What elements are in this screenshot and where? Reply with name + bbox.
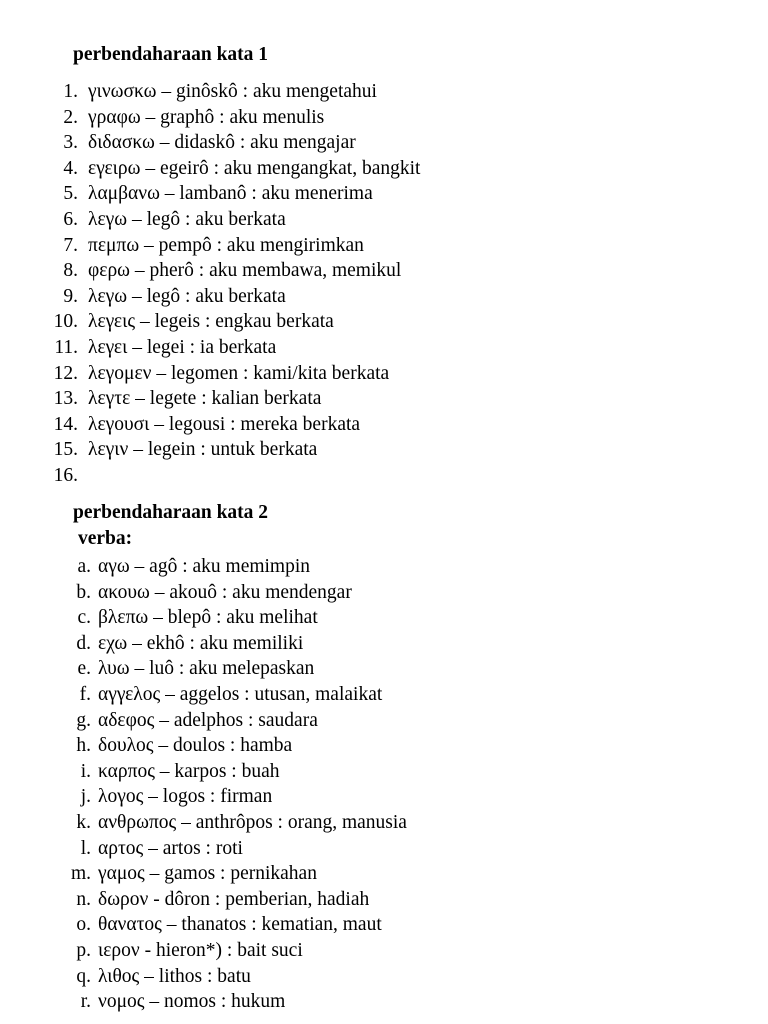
list-item-text: δωρον - dôron : pemberian, hadiah (98, 888, 370, 910)
list-item-marker: j. (80, 786, 91, 808)
list-item-text: ανθρωπος – anthrôpos : orang, manusia (98, 811, 407, 833)
list-item-text: λεγω – legô : aku berkata (88, 285, 286, 307)
list-item (0, 437, 768, 463)
list-item (0, 580, 768, 606)
list-item-text: γραφω – graphô : aku menulis (88, 106, 325, 128)
list-item-marker: a. (77, 556, 91, 577)
list-item-text: λαμβανω – lambanô : aku menerima (88, 183, 373, 205)
list-item (0, 810, 768, 836)
list-item-marker: 1. (63, 81, 78, 102)
vocabulary-section-2 (0, 500, 768, 1015)
list-item-marker: 4. (63, 157, 78, 179)
list-item-marker: n. (76, 888, 91, 910)
list-item (0, 708, 768, 734)
list-item-marker: r. (80, 991, 91, 1013)
list-item (0, 656, 768, 682)
list-item (0, 682, 768, 708)
list-item (0, 386, 768, 412)
list-item-text: αγω – agô : aku memimpin (98, 556, 311, 577)
list-item-text: λεγτε – legete : kalian berkata (88, 388, 322, 410)
section-1-heading: perbendaharaan kata 1 (73, 44, 269, 65)
list-item-text: πεμπω – pempô : aku mengirimkan (88, 234, 364, 256)
list-item-text: αρτος – artos : roti (98, 837, 243, 859)
list-item-text: βλεπω – blepô : aku melihat (98, 607, 318, 629)
list-item-text: ακουω – akouô : aku mendengar (98, 581, 352, 603)
list-item (0, 258, 768, 284)
list-item-text: λεγιν – legein : untuk berkata (88, 439, 318, 461)
list-item-marker: 15. (53, 439, 78, 461)
section-2-heading: perbendaharaan kata 2 (73, 502, 269, 523)
list-item (0, 861, 768, 887)
vocabulary-section-1 (0, 42, 768, 486)
list-item (0, 836, 768, 862)
list-item (0, 784, 768, 810)
list-item-text: αδεφος – adelphos : saudara (98, 709, 318, 731)
list-item-text: λεγω – legô : aku berkata (88, 208, 286, 230)
list-item-marker: f. (79, 683, 91, 705)
list-item-text: λεγεις – legeis : engkau berkata (88, 311, 334, 333)
list-item-marker: 12. (53, 362, 78, 384)
list-item-marker: 16. (53, 464, 78, 486)
list-item-text: νομος – nomos : hukum (98, 991, 286, 1013)
list-item-text: αγγελος – aggelos : utusan, malaikat (98, 683, 383, 705)
list-item (0, 181, 768, 207)
list-item-text: λογος – logos : firman (98, 786, 273, 808)
list-item (0, 361, 768, 387)
list-item-marker: m. (70, 863, 91, 885)
list-item (0, 759, 768, 785)
list-item (0, 207, 768, 233)
list-item-text: λεγομεν – legomen : kami/kita berkata (88, 362, 390, 384)
list-item-marker: 14. (53, 413, 78, 435)
list-item (0, 964, 768, 990)
list-item-marker: q. (76, 965, 91, 987)
list-item (0, 989, 768, 1015)
lettered-vocabulary-list (0, 554, 768, 1015)
list-item-text: δουλος – doulos : hamba (98, 735, 293, 757)
list-item-text: φερω – pherô : aku membawa, memikul (88, 260, 402, 282)
list-item-marker: k. (76, 811, 91, 833)
list-item (0, 412, 768, 438)
list-item-text: εγειρω – egeirô : aku mengangkat, bangkit (88, 157, 421, 179)
list-item-marker: 2. (63, 106, 78, 128)
list-item (0, 554, 768, 580)
list-item (0, 887, 768, 913)
list-item-text: διδασκω – didaskô : aku mengajar (88, 132, 356, 154)
list-item-marker: 5. (63, 183, 78, 205)
list-item (0, 912, 768, 938)
list-item-text: εχω – ekhô : aku memiliki (98, 632, 304, 654)
list-item-marker: 6. (63, 208, 78, 230)
list-item-marker: o. (76, 914, 91, 936)
list-item (0, 335, 768, 361)
section-2-subheading: verba: (78, 528, 133, 549)
list-item-marker: i. (80, 760, 91, 782)
list-item-text: λεγουσι – legousi : mereka berkata (88, 413, 361, 435)
list-item (0, 309, 768, 335)
list-item-marker: 9. (63, 285, 78, 307)
list-item (0, 105, 768, 131)
list-item-marker: g. (76, 709, 91, 731)
list-item-text: λιθος – lithos : batu (98, 965, 251, 987)
list-item (0, 130, 768, 156)
list-item-text: λεγει – legei : ia berkata (88, 336, 277, 358)
list-item-marker: p. (76, 939, 91, 961)
list-item-marker: 7. (63, 234, 78, 256)
list-item-marker: 3. (63, 132, 78, 154)
list-item-text: καρπος – karpos : buah (98, 760, 280, 782)
list-item-marker: 8. (63, 260, 78, 282)
list-item (0, 631, 768, 657)
list-item (0, 605, 768, 631)
list-item-marker: l. (80, 837, 91, 859)
list-item-marker: b. (76, 581, 91, 603)
list-item-marker: 13. (53, 388, 78, 410)
list-item (0, 79, 768, 105)
list-item (0, 233, 768, 259)
list-item-marker: 11. (54, 336, 78, 358)
list-item-marker: c. (77, 607, 91, 629)
list-item-marker: 10. (53, 311, 78, 333)
list-item-marker: e. (77, 658, 91, 680)
list-item (0, 284, 768, 310)
list-item-text: θανατος – thanatos : kematian, maut (98, 914, 382, 936)
list-item-text: γαμος – gamos : pernikahan (98, 863, 317, 885)
list-item-text: λυω – luô : aku melepaskan (98, 658, 315, 680)
list-item (0, 156, 768, 182)
list-item-marker: h. (76, 735, 91, 757)
list-item-marker: d. (76, 632, 91, 654)
list-item (0, 733, 768, 759)
numbered-vocabulary-list (0, 79, 768, 486)
list-item (0, 938, 768, 964)
list-item-text: γινωσκω – ginôskô : aku mengetahui (88, 81, 377, 102)
list-item-text: ιερον - hieron*) : bait suci (98, 939, 303, 961)
